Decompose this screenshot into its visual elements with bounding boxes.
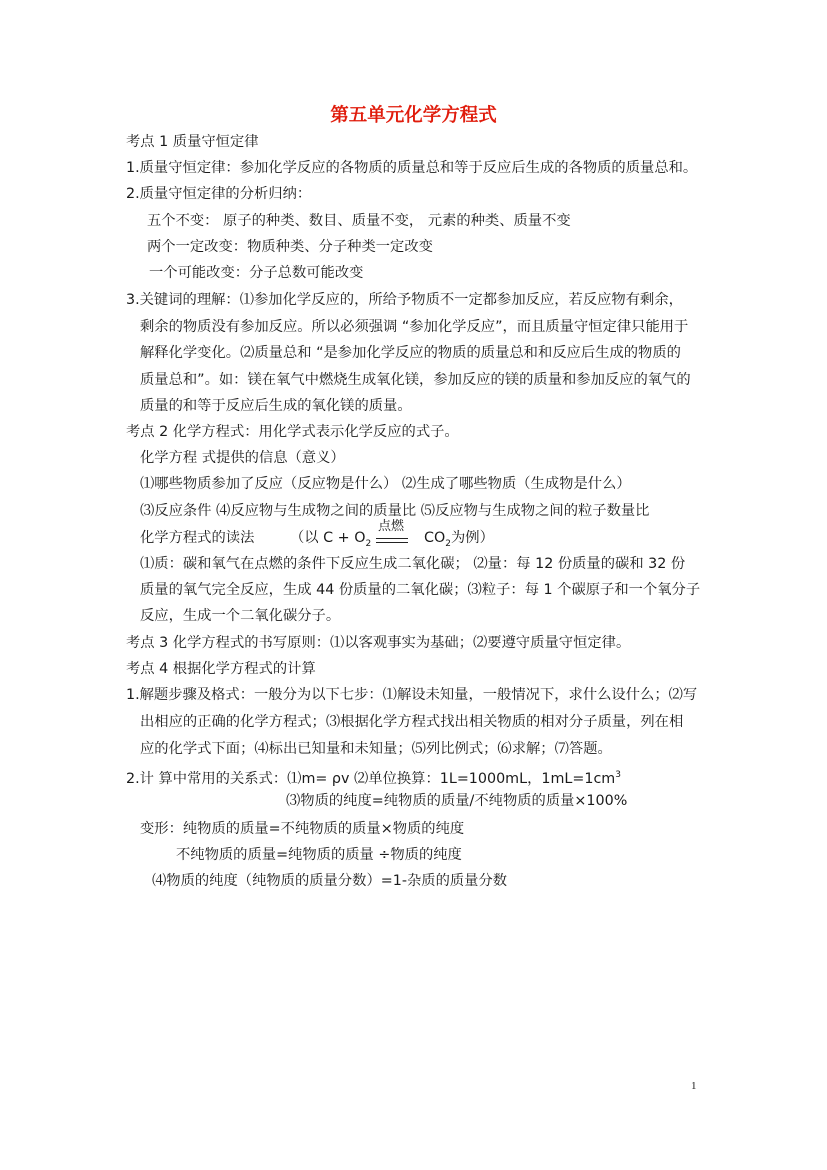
text-line: 一个可能改变：分子总数可能改变 (149, 265, 364, 281)
text-line: 解释化学变化。⑵质量总和 “是参加化学反应的物质的质量总和和反应后生成的物质的 (140, 345, 681, 361)
text-line: 化学方程 式提供的信息（意义） (140, 450, 345, 466)
text-line: ⑴质：碳和氧气在点燃的条件下反应生成二氧化碳； ⑵量：每 12 份质量的碳和 32 份 (140, 556, 686, 572)
text-line: 不纯物质的质量=纯物质的质量 ÷物质的纯度 (176, 847, 462, 863)
section-heading-3: 考点 3 化学方程式的书写原则：⑴以客观事实为基础；⑵要遵守质量守恒定律。 (126, 635, 631, 651)
text-line: 3.关键词的理解：⑴参加化学反应的，所给予物质不一定都参加反应，若反应物有剩余， (126, 292, 683, 308)
text-line: 质量总和”。如：镁在氧气中燃烧生成氧化镁，参加反应的镁的质量和参加反应的氧气的 (140, 372, 691, 388)
text-line: 五个不变： 原子的种类、数目、质量不变， 元素的种类、质量不变 (147, 213, 571, 229)
section-heading-4: 考点 4 根据化学方程式的计算 (126, 661, 316, 677)
equation-reactants: （以 C + O (290, 530, 366, 546)
text-line (126, 764, 621, 790)
text-line: ⑶反应条件 ⑷反应物与生成物之间的质量比 ⑸反应物与生成物之间的粒子数量比 (140, 503, 650, 519)
page-number: 1 (691, 1080, 697, 1092)
text-line: ⑴哪些物质参加了反应（反应物是什么） ⑵生成了哪些物质（生成物是什么） (140, 476, 631, 492)
text-line: ⑷物质的纯度（纯物质的质量分数）=1-杂质的质量分数 (152, 873, 508, 889)
text-line: 变形：纯物质的质量=不纯物质的质量×物质的纯度 (140, 821, 465, 837)
text-line: 两个一定改变：物质种类、分子种类一定改变 (147, 239, 433, 255)
page-title: 第五单元化学方程式 (330, 105, 497, 126)
section-heading-2: 考点 2 化学方程式：用化学式表示化学反应的式子。 (126, 424, 459, 440)
text-line: 反应，生成一个二氧化碳分子。 (140, 608, 341, 624)
product-formula: CO (424, 530, 446, 546)
equation (290, 527, 371, 555)
text-line: ⑶物质的纯度=纯物质的质量/不纯物质的质量×100% (286, 793, 628, 809)
equation-suffix: 为例） (450, 530, 494, 546)
text-line: 1.解题步骤及格式：一般分为以下七步：⑴解设未知量，一般情况下，求什么设什么；⑵写 (126, 687, 698, 703)
subscript: 2 (445, 538, 451, 549)
relation-text: 2.计 算中常用的关系式：⑴m= ρv ⑵单位换算：1L=1000mL，1mL=1cm (126, 770, 616, 787)
text-line: 剩余的物质没有参加反应。所以必须强调 “参加化学反应”，而且质量守恒定律只能用于 (140, 319, 689, 335)
text-line: 2.质量守恒定律的分析归纳： (126, 186, 312, 202)
equation-product (424, 527, 494, 555)
text-line: 化学方程式的读法 (140, 530, 255, 546)
text-line: 质量的氧气完全反应，生成 44 份质量的二氧化碳；⑶粒子：每 1 个碳原子和一个氧分子 (140, 582, 701, 598)
text-line: 质量的和等于反应后生成的氧化镁的质量。 (140, 398, 412, 414)
text-line: 1.质量守恒定律：参加化学反应的各物质的质量总和等于反应后生成的各物质的质量总和。 (126, 160, 698, 176)
reaction-condition: 点燃 (378, 519, 405, 534)
subscript: 2 (365, 538, 372, 549)
superscript: 3 (615, 770, 621, 780)
text-line: 应的化学式下面；⑷标出已知量和未知量；⑸列比例式；⑹求解；⑺答题。 (140, 741, 612, 757)
section-heading-1: 考点 1 质量守恒定律 (126, 134, 259, 150)
text-line: 出相应的正确的化学方程式；⑶根据化学方程式找出相关物质的相对分子质量，列在相 (140, 714, 684, 730)
equals-arrow (376, 538, 408, 543)
